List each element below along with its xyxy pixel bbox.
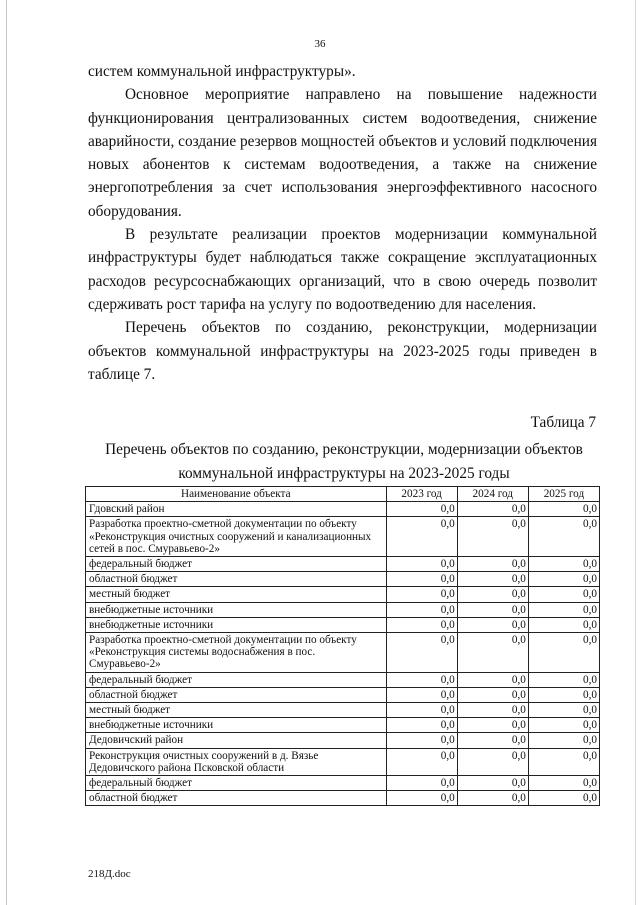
value-2024: 0,0: [457, 733, 528, 748]
value-2024: 0,0: [457, 703, 528, 718]
value-2023: 0,0: [386, 687, 457, 702]
header-year-2023: 2023 год: [386, 487, 457, 502]
object-name: областной бюджет: [86, 791, 387, 806]
value-2024: 0,0: [457, 791, 528, 806]
table-row: [86, 587, 600, 602]
value-2025: 0,0: [528, 748, 599, 775]
value-2025: 0,0: [528, 791, 599, 806]
object-name: федеральный бюджет: [86, 776, 387, 791]
value-2025: 0,0: [528, 687, 599, 702]
object-name: местный бюджет: [86, 703, 387, 718]
table-row: [86, 733, 600, 748]
table-row: [86, 791, 600, 806]
value-2023: 0,0: [386, 557, 457, 572]
value-2023: 0,0: [386, 602, 457, 617]
table-row: [86, 502, 600, 517]
file-name-footer: 218Д.doc: [88, 868, 131, 880]
object-name: Разработка проектно-сметной документации по объекту «Реконструкция системы водоснабжения в пос. Смуравьево-2»: [86, 633, 387, 673]
value-2024: 0,0: [457, 687, 528, 702]
header-object-name: Наименование объекта: [86, 487, 387, 502]
value-2025: 0,0: [528, 617, 599, 632]
value-2025: 0,0: [528, 587, 599, 602]
body-text: [88, 60, 597, 386]
value-2023: 0,0: [386, 617, 457, 632]
value-2025: 0,0: [528, 776, 599, 791]
value-2025: 0,0: [528, 672, 599, 687]
value-2024: 0,0: [457, 557, 528, 572]
table-row: [86, 687, 600, 702]
table-row: [86, 602, 600, 617]
value-2024: 0,0: [457, 718, 528, 733]
value-2025: 0,0: [528, 517, 599, 557]
value-2023: 0,0: [386, 587, 457, 602]
value-2023: 0,0: [386, 733, 457, 748]
object-name: внебюджетные источники: [86, 718, 387, 733]
value-2023: 0,0: [386, 572, 457, 587]
page-number: 36: [314, 38, 326, 50]
value-2024: 0,0: [457, 587, 528, 602]
value-2025: 0,0: [528, 572, 599, 587]
table-row: [86, 703, 600, 718]
object-name: федеральный бюджет: [86, 557, 387, 572]
table-row: [86, 557, 600, 572]
object-name: областной бюджет: [86, 572, 387, 587]
value-2024: 0,0: [457, 502, 528, 517]
object-name: местный бюджет: [86, 587, 387, 602]
value-2024: 0,0: [457, 776, 528, 791]
object-name: федеральный бюджет: [86, 672, 387, 687]
value-2023: 0,0: [386, 703, 457, 718]
value-2023: 0,0: [386, 672, 457, 687]
value-2025: 0,0: [528, 633, 599, 673]
table-row: [86, 718, 600, 733]
header-year-2025: 2025 год: [528, 487, 599, 502]
value-2023: 0,0: [386, 517, 457, 557]
value-2025: 0,0: [528, 557, 599, 572]
value-2025: 0,0: [528, 718, 599, 733]
paragraph-objects-list-intro: Перечень объектов по созданию, реконструкции, модернизации объектов коммунальной инфраструктуры на 2023-2025 годы приведен в таблице 7.: [88, 319, 597, 383]
object-name: Дедовичский район: [86, 733, 387, 748]
value-2025: 0,0: [528, 502, 599, 517]
table-row: [86, 617, 600, 632]
value-2023: 0,0: [386, 718, 457, 733]
value-2024: 0,0: [457, 572, 528, 587]
value-2023: 0,0: [386, 502, 457, 517]
paragraph-main-measure: Основное мероприятие направлено на повышение надежности функционирования централизованных систем водоотведения, снижение аварийности, создание резервов мощностей объектов и условий подключения новых абонентов к системам водоотведения, а также на снижение энергопотребления за счет использования энергоэффективного насосного оборудования.: [88, 86, 597, 220]
value-2023: 0,0: [386, 791, 457, 806]
table-row: [86, 748, 600, 775]
value-2025: 0,0: [528, 703, 599, 718]
table-row: [86, 517, 600, 557]
header-year-2024: 2024 год: [457, 487, 528, 502]
value-2024: 0,0: [457, 617, 528, 632]
table-label: Таблица 7: [530, 414, 596, 431]
table-row: [86, 776, 600, 791]
object-name: областной бюджет: [86, 687, 387, 702]
scan-edge-left: [6, 0, 7, 905]
table-title: Перечень объектов по созданию, реконструкции, модернизации объектов коммунальной инфраструктуры на 2023-2025 годы: [105, 441, 583, 482]
value-2023: 0,0: [386, 748, 457, 775]
value-2023: 0,0: [386, 633, 457, 673]
value-2025: 0,0: [528, 733, 599, 748]
value-2023: 0,0: [386, 776, 457, 791]
value-2024: 0,0: [457, 517, 528, 557]
objects-table: [85, 486, 600, 806]
object-name: Гдовский район: [86, 502, 387, 517]
table-row: [86, 672, 600, 687]
value-2024: 0,0: [457, 672, 528, 687]
table-row: [86, 633, 600, 673]
table-header-row: [86, 487, 600, 502]
object-name: внебюджетные источники: [86, 617, 387, 632]
value-2024: 0,0: [457, 602, 528, 617]
value-2025: 0,0: [528, 602, 599, 617]
value-2024: 0,0: [457, 633, 528, 673]
object-name: Реконструкция очистных сооружений в д. Вязье Дедовичского района Псковской области: [86, 748, 387, 775]
value-2024: 0,0: [457, 748, 528, 775]
paragraph-continuation: систем коммунальной инфраструктуры».: [88, 63, 356, 80]
object-name: внебюджетные источники: [86, 602, 387, 617]
paragraph-modernization-result: В результате реализации проектов модернизации коммунальной инфраструктуры будет наблюдаться также сокращение эксплуатационных расходов ресурсоснабжающих организаций, что в свою очередь позволит сдерживать рост тарифа на услугу по водоотведению для населения.: [88, 226, 597, 313]
object-name: Разработка проектно-сметной документации по объекту «Реконструкция очистных сооружений и канализационных сетей в пос. Смуравьево-2»: [86, 517, 387, 557]
scan-edge-right: [635, 0, 636, 905]
table-row: [86, 572, 600, 587]
